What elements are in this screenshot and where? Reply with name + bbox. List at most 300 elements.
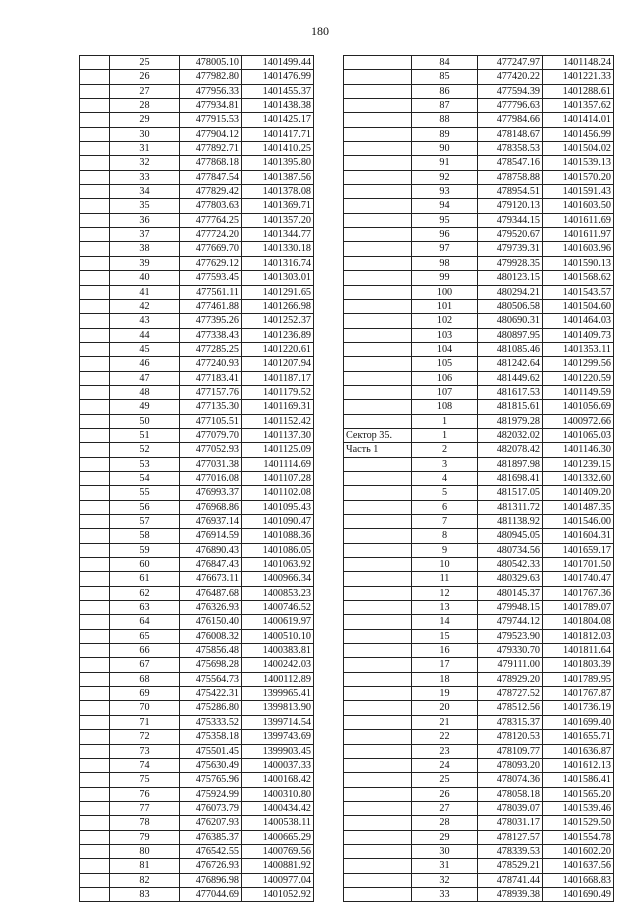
point-number-cell: 41 — [110, 285, 180, 299]
x-coordinate-cell: 478109.77 — [478, 744, 543, 758]
y-coordinate-cell: 1401369.71 — [242, 199, 314, 213]
point-number-cell: 89 — [412, 127, 478, 141]
point-number-cell: 8 — [412, 529, 478, 543]
point-number-cell: 96 — [412, 228, 478, 242]
point-number-cell: 16 — [412, 644, 478, 658]
x-coordinate-cell: 479330.70 — [478, 644, 543, 658]
sector-cell — [80, 113, 110, 127]
x-coordinate-cell: 477338.43 — [180, 328, 242, 342]
table-row — [80, 787, 314, 801]
sector-cell — [344, 385, 412, 399]
table-row — [344, 199, 614, 213]
y-coordinate-cell: 1401086.05 — [242, 543, 314, 557]
sector-cell — [80, 242, 110, 256]
sector-cell — [80, 127, 110, 141]
point-number-cell: 107 — [412, 385, 478, 399]
point-number-cell: 100 — [412, 285, 478, 299]
table-row — [80, 629, 314, 643]
sector-cell — [344, 213, 412, 227]
y-coordinate-cell: 1401052.92 — [242, 887, 314, 901]
y-coordinate-cell: 1401612.13 — [543, 758, 614, 772]
x-coordinate-cell: 477669.70 — [180, 242, 242, 256]
y-coordinate-cell: 1401221.33 — [543, 70, 614, 84]
point-number-cell: 105 — [412, 357, 478, 371]
point-number-cell: 70 — [110, 701, 180, 715]
sector-cell — [80, 99, 110, 113]
table-row — [344, 830, 614, 844]
y-coordinate-cell: 1401252.37 — [242, 314, 314, 328]
sector-cell — [80, 84, 110, 98]
x-coordinate-cell: 479948.15 — [478, 601, 543, 615]
y-coordinate-cell: 1401187.17 — [242, 371, 314, 385]
x-coordinate-cell: 482032.02 — [478, 428, 543, 442]
point-number-cell: 61 — [110, 572, 180, 586]
x-coordinate-cell: 478954.51 — [478, 185, 543, 199]
table-row — [344, 486, 614, 500]
x-coordinate-cell: 477052.93 — [180, 443, 242, 457]
x-coordinate-cell: 477764.25 — [180, 213, 242, 227]
y-coordinate-cell: 1401149.59 — [543, 385, 614, 399]
y-coordinate-cell: 1401636.87 — [543, 744, 614, 758]
sector-cell — [344, 859, 412, 873]
sector-cell — [344, 730, 412, 744]
table-row — [80, 185, 314, 199]
sector-cell — [344, 127, 412, 141]
x-coordinate-cell: 480294.21 — [478, 285, 543, 299]
point-number-cell: 9 — [412, 543, 478, 557]
y-coordinate-cell: 1400977.04 — [242, 873, 314, 887]
table-row — [344, 256, 614, 270]
y-coordinate-cell: 1401586.41 — [543, 773, 614, 787]
table-row — [344, 185, 614, 199]
table-row — [344, 873, 614, 887]
x-coordinate-cell: 478512.56 — [478, 701, 543, 715]
x-coordinate-cell: 477956.33 — [180, 84, 242, 98]
table-row — [344, 758, 614, 772]
x-coordinate-cell: 475286.80 — [180, 701, 242, 715]
y-coordinate-cell: 1401655.71 — [543, 730, 614, 744]
sector-cell — [344, 156, 412, 170]
point-number-cell: 21 — [412, 715, 478, 729]
table-row — [344, 887, 614, 901]
y-coordinate-cell: 1401767.87 — [543, 687, 614, 701]
x-coordinate-cell: 478727.52 — [478, 687, 543, 701]
point-number-cell: 1 — [412, 414, 478, 428]
sector-cell — [80, 644, 110, 658]
point-number-cell: 84 — [412, 56, 478, 70]
x-coordinate-cell: 480542.33 — [478, 558, 543, 572]
sector-cell — [80, 758, 110, 772]
point-number-cell: 11 — [412, 572, 478, 586]
x-coordinate-cell: 476993.37 — [180, 486, 242, 500]
table-row — [80, 385, 314, 399]
table-row — [80, 830, 314, 844]
y-coordinate-cell: 1400972.66 — [543, 414, 614, 428]
table-row — [80, 70, 314, 84]
x-coordinate-cell: 479120.13 — [478, 199, 543, 213]
table-row — [80, 84, 314, 98]
x-coordinate-cell: 481242.64 — [478, 357, 543, 371]
y-coordinate-cell: 1401812.03 — [543, 629, 614, 643]
x-coordinate-cell: 478031.17 — [478, 816, 543, 830]
table-row — [80, 428, 314, 442]
sector-cell — [344, 615, 412, 629]
y-coordinate-cell: 1401476.99 — [242, 70, 314, 84]
x-coordinate-cell: 480145.37 — [478, 586, 543, 600]
sector-cell — [80, 457, 110, 471]
sector-cell — [344, 285, 412, 299]
x-coordinate-cell: 477803.63 — [180, 199, 242, 213]
point-number-cell: 72 — [110, 730, 180, 744]
y-coordinate-cell: 1401220.59 — [543, 371, 614, 385]
y-coordinate-cell: 1401603.50 — [543, 199, 614, 213]
y-coordinate-cell: 1401602.20 — [543, 844, 614, 858]
y-coordinate-cell: 1400619.97 — [242, 615, 314, 629]
table-row — [344, 400, 614, 414]
sector-cell — [80, 601, 110, 615]
table-row — [344, 558, 614, 572]
sector-cell — [80, 572, 110, 586]
x-coordinate-cell: 478358.53 — [478, 142, 543, 156]
x-coordinate-cell: 476150.40 — [180, 615, 242, 629]
sector-cell — [344, 142, 412, 156]
y-coordinate-cell: 1401504.60 — [543, 299, 614, 313]
table-row — [344, 471, 614, 485]
point-number-cell: 49 — [110, 400, 180, 414]
point-number-cell: 57 — [110, 515, 180, 529]
sector-cell — [80, 486, 110, 500]
table-row — [80, 615, 314, 629]
sector-cell — [344, 371, 412, 385]
y-coordinate-cell: 1400510.10 — [242, 629, 314, 643]
y-coordinate-cell: 1401543.57 — [543, 285, 614, 299]
y-coordinate-cell: 1401699.40 — [543, 715, 614, 729]
sector-cell — [344, 744, 412, 758]
sector-cell — [344, 816, 412, 830]
x-coordinate-cell: 477629.12 — [180, 256, 242, 270]
table-row — [344, 299, 614, 313]
y-coordinate-cell: 1401090.47 — [242, 515, 314, 529]
sector-cell — [80, 629, 110, 643]
sector-cell — [344, 672, 412, 686]
table-row — [344, 730, 614, 744]
coordinates-table-right — [343, 55, 614, 902]
x-coordinate-cell: 481979.28 — [478, 414, 543, 428]
y-coordinate-cell: 1401487.35 — [543, 500, 614, 514]
sector-cell — [344, 170, 412, 184]
point-number-cell: 29 — [110, 113, 180, 127]
point-number-cell: 103 — [412, 328, 478, 342]
sector-cell — [344, 185, 412, 199]
table-row — [80, 730, 314, 744]
table-row — [344, 328, 614, 342]
sector-cell — [80, 859, 110, 873]
sector-cell — [80, 328, 110, 342]
point-number-cell: 14 — [412, 615, 478, 629]
x-coordinate-cell: 477984.66 — [478, 113, 543, 127]
sector-cell — [344, 801, 412, 815]
sector-cell — [80, 744, 110, 758]
x-coordinate-cell: 480734.56 — [478, 543, 543, 557]
y-coordinate-cell: 1401529.50 — [543, 816, 614, 830]
point-number-cell: 24 — [412, 758, 478, 772]
table-row — [344, 515, 614, 529]
point-number-cell: 7 — [412, 515, 478, 529]
x-coordinate-cell: 477240.93 — [180, 357, 242, 371]
table-row — [344, 644, 614, 658]
sector-cell — [344, 471, 412, 485]
sector-cell — [344, 84, 412, 98]
sector-cell — [344, 586, 412, 600]
point-number-cell: 65 — [110, 629, 180, 643]
y-coordinate-cell: 1401568.62 — [543, 271, 614, 285]
point-number-cell: 93 — [412, 185, 478, 199]
table-row — [80, 572, 314, 586]
y-coordinate-cell: 1401767.36 — [543, 586, 614, 600]
table-row — [344, 285, 614, 299]
point-number-cell: 5 — [412, 486, 478, 500]
x-coordinate-cell: 475765.96 — [180, 773, 242, 787]
sector-cell — [80, 615, 110, 629]
table-row — [80, 371, 314, 385]
sector-cell: Сектор 35. — [344, 428, 412, 442]
y-coordinate-cell: 1401811.64 — [543, 644, 614, 658]
table-row — [344, 457, 614, 471]
table-row — [80, 156, 314, 170]
y-coordinate-cell: 1401169.31 — [242, 400, 314, 414]
table-row — [344, 601, 614, 615]
sector-cell — [80, 500, 110, 514]
point-number-cell: 104 — [412, 342, 478, 356]
sector-cell: Часть 1 — [344, 443, 412, 457]
x-coordinate-cell: 476726.93 — [180, 859, 242, 873]
point-number-cell: 28 — [110, 99, 180, 113]
point-number-cell: 94 — [412, 199, 478, 213]
sector-cell — [344, 228, 412, 242]
x-coordinate-cell: 480506.58 — [478, 299, 543, 313]
sector-cell — [344, 658, 412, 672]
point-number-cell: 44 — [110, 328, 180, 342]
y-coordinate-cell: 1401438.38 — [242, 99, 314, 113]
point-number-cell: 82 — [110, 873, 180, 887]
table-row — [344, 142, 614, 156]
x-coordinate-cell: 480897.95 — [478, 328, 543, 342]
table-row — [80, 199, 314, 213]
x-coordinate-cell: 479520.67 — [478, 228, 543, 242]
sector-cell — [80, 271, 110, 285]
table-row — [80, 558, 314, 572]
y-coordinate-cell: 1401236.89 — [242, 328, 314, 342]
table-row — [344, 385, 614, 399]
table-row — [80, 744, 314, 758]
sector-cell — [80, 801, 110, 815]
sector-cell — [80, 342, 110, 356]
y-coordinate-cell: 1401088.36 — [242, 529, 314, 543]
table-row — [344, 371, 614, 385]
y-coordinate-cell: 1401804.08 — [543, 615, 614, 629]
table-row — [344, 156, 614, 170]
point-number-cell: 73 — [110, 744, 180, 758]
sector-cell — [80, 515, 110, 529]
x-coordinate-cell: 478120.53 — [478, 730, 543, 744]
sector-cell — [80, 414, 110, 428]
x-coordinate-cell: 478039.07 — [478, 801, 543, 815]
x-coordinate-cell: 477420.22 — [478, 70, 543, 84]
x-coordinate-cell: 479928.35 — [478, 256, 543, 270]
x-coordinate-cell: 479111.00 — [478, 658, 543, 672]
x-coordinate-cell: 475856.48 — [180, 644, 242, 658]
x-coordinate-cell: 477904.12 — [180, 127, 242, 141]
y-coordinate-cell: 1401414.01 — [543, 113, 614, 127]
y-coordinate-cell: 1401065.03 — [543, 428, 614, 442]
x-coordinate-cell: 475501.45 — [180, 744, 242, 758]
point-number-cell: 81 — [110, 859, 180, 873]
point-number-cell: 77 — [110, 801, 180, 815]
sector-cell — [80, 428, 110, 442]
x-coordinate-cell: 480690.31 — [478, 314, 543, 328]
point-number-cell: 92 — [412, 170, 478, 184]
y-coordinate-cell: 1401239.15 — [543, 457, 614, 471]
sector-cell — [344, 342, 412, 356]
sector-cell — [344, 99, 412, 113]
y-coordinate-cell: 1401499.44 — [242, 56, 314, 70]
point-number-cell: 108 — [412, 400, 478, 414]
x-coordinate-cell: 476326.93 — [180, 601, 242, 615]
point-number-cell: 15 — [412, 629, 478, 643]
sector-cell — [80, 199, 110, 213]
y-coordinate-cell: 1401207.94 — [242, 357, 314, 371]
sector-cell — [80, 170, 110, 184]
table-row — [344, 801, 614, 815]
y-coordinate-cell: 1399813.90 — [242, 701, 314, 715]
y-coordinate-cell: 1401266.98 — [242, 299, 314, 313]
x-coordinate-cell: 477915.53 — [180, 113, 242, 127]
x-coordinate-cell: 478547.16 — [478, 156, 543, 170]
table-row — [344, 701, 614, 715]
point-number-cell: 26 — [110, 70, 180, 84]
y-coordinate-cell: 1399743.69 — [242, 730, 314, 744]
sector-cell — [344, 701, 412, 715]
x-coordinate-cell: 477461.88 — [180, 299, 242, 313]
table-row — [80, 357, 314, 371]
point-number-cell: 27 — [412, 801, 478, 815]
y-coordinate-cell: 1401611.97 — [543, 228, 614, 242]
point-number-cell: 71 — [110, 715, 180, 729]
sector-cell — [344, 199, 412, 213]
y-coordinate-cell: 1401701.50 — [543, 558, 614, 572]
sector-cell — [344, 70, 412, 84]
y-coordinate-cell: 1400242.03 — [242, 658, 314, 672]
y-coordinate-cell: 1400383.81 — [242, 644, 314, 658]
point-number-cell: 74 — [110, 758, 180, 772]
x-coordinate-cell: 475358.18 — [180, 730, 242, 744]
point-number-cell: 12 — [412, 586, 478, 600]
table-row — [344, 213, 614, 227]
sector-cell — [344, 830, 412, 844]
y-coordinate-cell: 1401789.07 — [543, 601, 614, 615]
point-number-cell: 86 — [412, 84, 478, 98]
table-row — [80, 443, 314, 457]
table-row — [80, 271, 314, 285]
sector-cell — [80, 586, 110, 600]
x-coordinate-cell: 477561.11 — [180, 285, 242, 299]
table-row — [80, 170, 314, 184]
x-coordinate-cell: 477079.70 — [180, 428, 242, 442]
sector-cell — [80, 357, 110, 371]
point-number-cell: 40 — [110, 271, 180, 285]
sector-cell — [344, 529, 412, 543]
sector-cell — [344, 773, 412, 787]
sector-cell — [344, 887, 412, 901]
y-coordinate-cell: 1401152.42 — [242, 414, 314, 428]
y-coordinate-cell: 1401604.31 — [543, 529, 614, 543]
point-number-cell: 75 — [110, 773, 180, 787]
table-row — [344, 56, 614, 70]
point-number-cell: 32 — [412, 873, 478, 887]
x-coordinate-cell: 481617.53 — [478, 385, 543, 399]
point-number-cell: 33 — [110, 170, 180, 184]
y-coordinate-cell: 1400310.80 — [242, 787, 314, 801]
y-coordinate-cell: 1401554.78 — [543, 830, 614, 844]
sector-cell — [344, 758, 412, 772]
table-row — [80, 801, 314, 815]
point-number-cell: 25 — [110, 56, 180, 70]
y-coordinate-cell: 1401690.49 — [543, 887, 614, 901]
table-row — [344, 127, 614, 141]
table-row — [80, 113, 314, 127]
sector-cell — [80, 156, 110, 170]
point-number-cell: 56 — [110, 500, 180, 514]
y-coordinate-cell: 1401125.09 — [242, 443, 314, 457]
table-row — [80, 414, 314, 428]
sector-cell — [80, 185, 110, 199]
x-coordinate-cell: 479744.12 — [478, 615, 543, 629]
x-coordinate-cell: 478127.57 — [478, 830, 543, 844]
point-number-cell: 78 — [110, 816, 180, 830]
y-coordinate-cell: 1401417.71 — [242, 127, 314, 141]
table-row — [344, 543, 614, 557]
y-coordinate-cell: 1401659.17 — [543, 543, 614, 557]
sector-cell — [80, 672, 110, 686]
point-number-cell: 69 — [110, 687, 180, 701]
y-coordinate-cell: 1401539.13 — [543, 156, 614, 170]
y-coordinate-cell: 1401288.61 — [543, 84, 614, 98]
y-coordinate-cell: 1401410.25 — [242, 142, 314, 156]
x-coordinate-cell: 476896.98 — [180, 873, 242, 887]
point-number-cell: 60 — [110, 558, 180, 572]
y-coordinate-cell: 1400112.89 — [242, 672, 314, 686]
sector-cell — [80, 256, 110, 270]
point-number-cell: 22 — [412, 730, 478, 744]
y-coordinate-cell: 1401102.08 — [242, 486, 314, 500]
y-coordinate-cell: 1401107.28 — [242, 471, 314, 485]
point-number-cell: 50 — [110, 414, 180, 428]
table-row — [344, 844, 614, 858]
x-coordinate-cell: 478758.88 — [478, 170, 543, 184]
point-number-cell: 29 — [412, 830, 478, 844]
table-row — [344, 586, 614, 600]
y-coordinate-cell: 1401291.65 — [242, 285, 314, 299]
sector-cell — [80, 816, 110, 830]
point-number-cell: 23 — [412, 744, 478, 758]
page-number: 180 — [311, 24, 329, 38]
table-row — [80, 658, 314, 672]
x-coordinate-cell: 481897.98 — [478, 457, 543, 471]
x-coordinate-cell: 477031.38 — [180, 457, 242, 471]
x-coordinate-cell: 476008.32 — [180, 629, 242, 643]
y-coordinate-cell: 1401803.39 — [543, 658, 614, 672]
table-row — [80, 529, 314, 543]
